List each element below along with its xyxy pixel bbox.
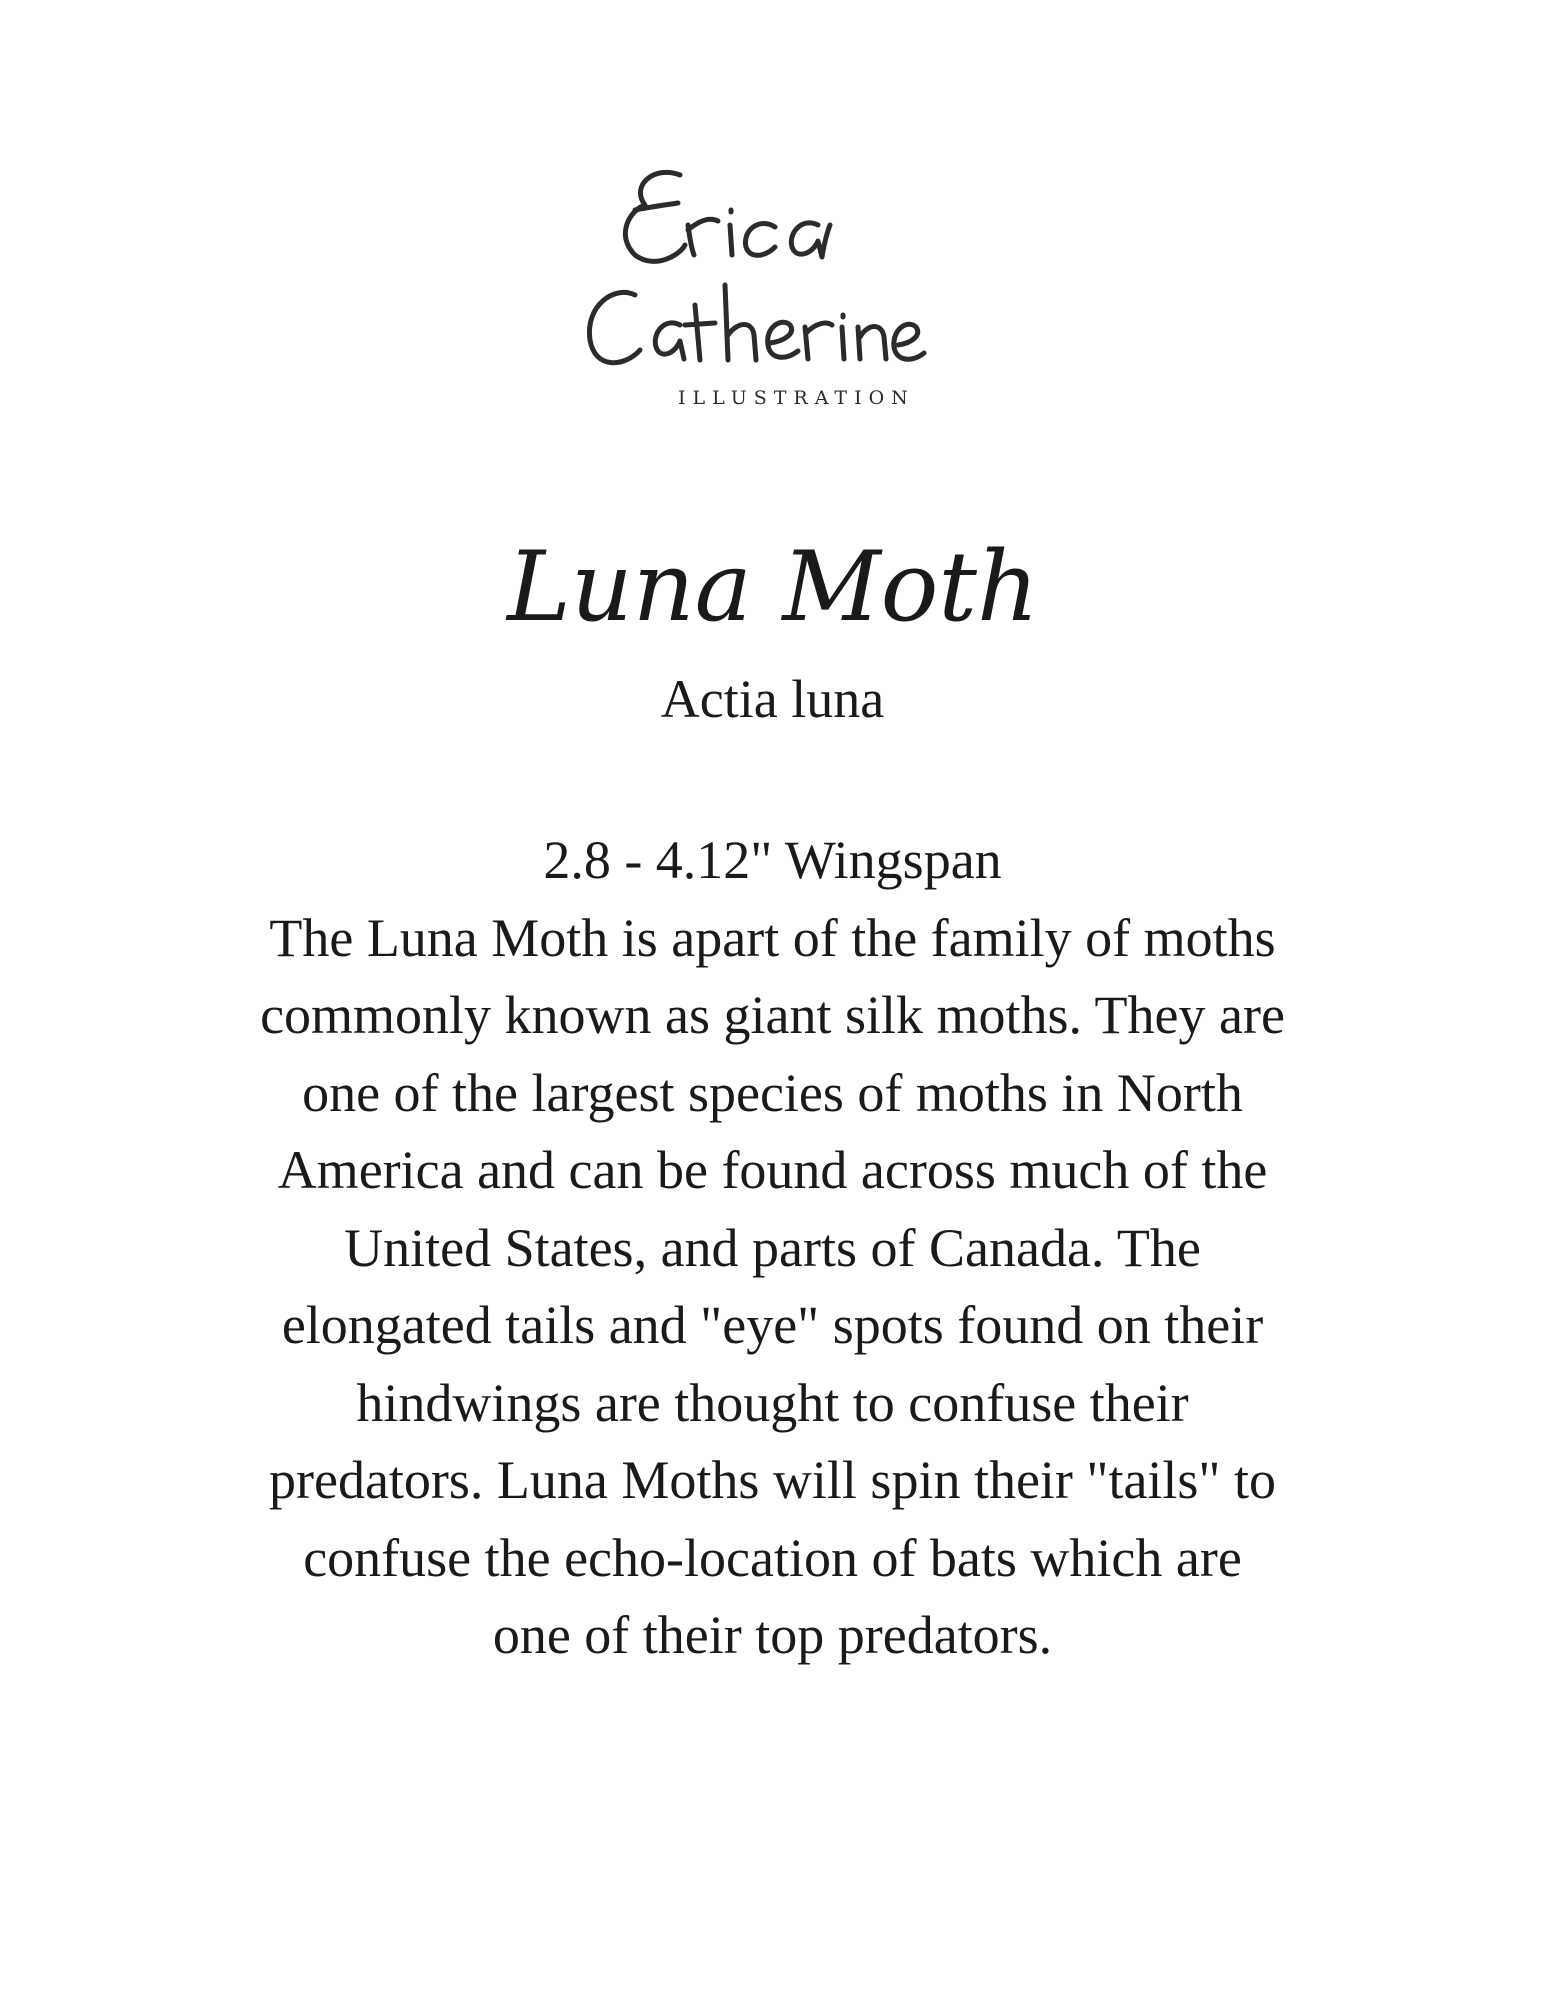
wingspan: 2.8 - 4.12" Wingspan bbox=[543, 830, 1002, 890]
description-line: predators. Luna Moths will spin their "tails" to bbox=[269, 1450, 1276, 1510]
description-block bbox=[150, 822, 1395, 1675]
brand-tagline: ILLUSTRATION bbox=[678, 387, 915, 409]
page-title-text: Luna Moth bbox=[506, 531, 1039, 643]
brand-logo bbox=[560, 155, 980, 425]
description-line: one of the largest species of moths in North bbox=[302, 1062, 1243, 1123]
description-line: hindwings are thought to confuse their bbox=[356, 1372, 1189, 1433]
page-title-script bbox=[506, 520, 1039, 650]
description-line: elongated tails and "eye" spots found on their bbox=[281, 1295, 1264, 1355]
species-name: Actia luna bbox=[660, 669, 885, 729]
description-line: confuse the echo-location of bats which are bbox=[303, 1527, 1242, 1588]
page-title bbox=[0, 520, 1545, 650]
description-line: one of their top predators. bbox=[492, 1605, 1053, 1665]
description-line: commonly known as giant silk moths. They are bbox=[260, 985, 1285, 1045]
description-line: United States, and parts of Canada. The bbox=[344, 1217, 1201, 1278]
brand-logo-script bbox=[560, 155, 980, 425]
description-line: The Luna Moth is apart of the family of moths bbox=[269, 907, 1276, 968]
description-line: America and can be found across much of the bbox=[277, 1140, 1268, 1200]
